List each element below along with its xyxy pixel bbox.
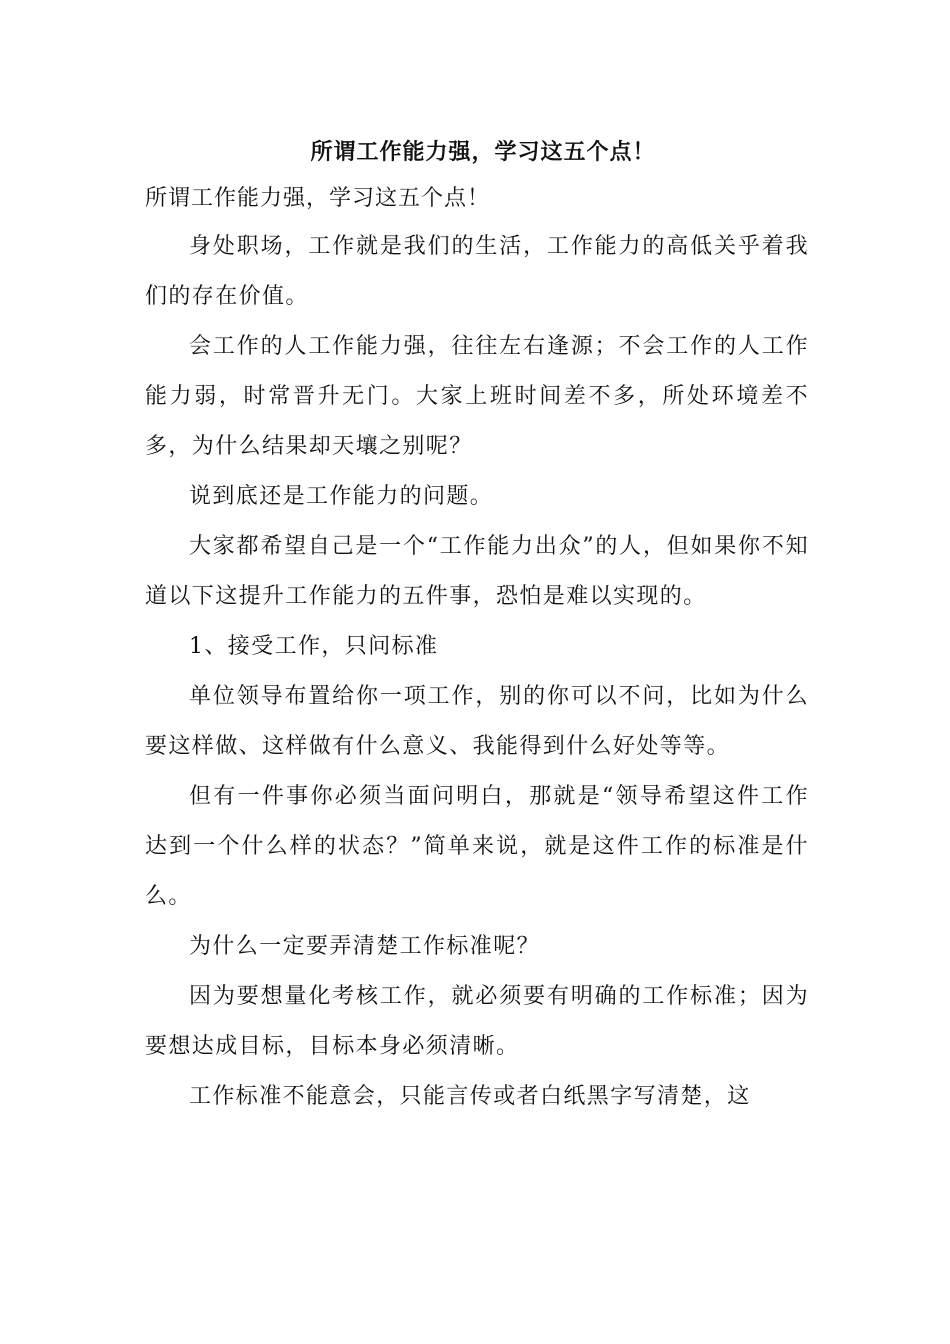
paragraph: 说到底还是工作能力的问题。 bbox=[189, 484, 494, 509]
paragraph: 为什么一定要弄清楚工作标准呢？ bbox=[189, 934, 541, 959]
paragraph: 因为要想量化考核工作，就必须要有明确的工作标准；因为要想达成目标，目标本身必须清晰。 bbox=[145, 984, 809, 1059]
paragraph: 身处职场，工作就是我们的生活，工作能力的高低关乎着我们的存在价值。 bbox=[145, 234, 809, 309]
paragraph: 会工作的人工作能力强，往往左右逢源；不会工作的人工作能力弱，时常晋升无门。大家上班时间差不多，所处环境差不多，为什么结果却天壤之别呢？ bbox=[145, 334, 809, 459]
paragraph: 工作标准不能意会，只能言传或者白纸黑字写清楚，这 bbox=[189, 1084, 751, 1109]
section-heading: 1、接受工作，只问标准 bbox=[189, 634, 439, 659]
document-subtitle: 所谓工作能力强，学习这五个点！ bbox=[145, 186, 491, 211]
paragraph: 但有一件事你必须当面问明白，那就是“领导希望这件工作达到一个什么样的状态？”简单来说，就是这件工作的标准是什么。 bbox=[145, 784, 809, 909]
document-page bbox=[145, 128, 809, 1122]
paragraph: 单位领导布置给你一项工作，别的你可以不问，比如为什么要这样做、这样做有什么意义、我能得到什么好处等等。 bbox=[145, 684, 809, 759]
paragraph: 大家都希望自己是一个“工作能力出众”的人，但如果你不知道以下这提升工作能力的五件事，恐怕是难以实现的。 bbox=[145, 534, 809, 609]
document-title: 所谓工作能力强，学习这五个点！ bbox=[310, 139, 656, 165]
